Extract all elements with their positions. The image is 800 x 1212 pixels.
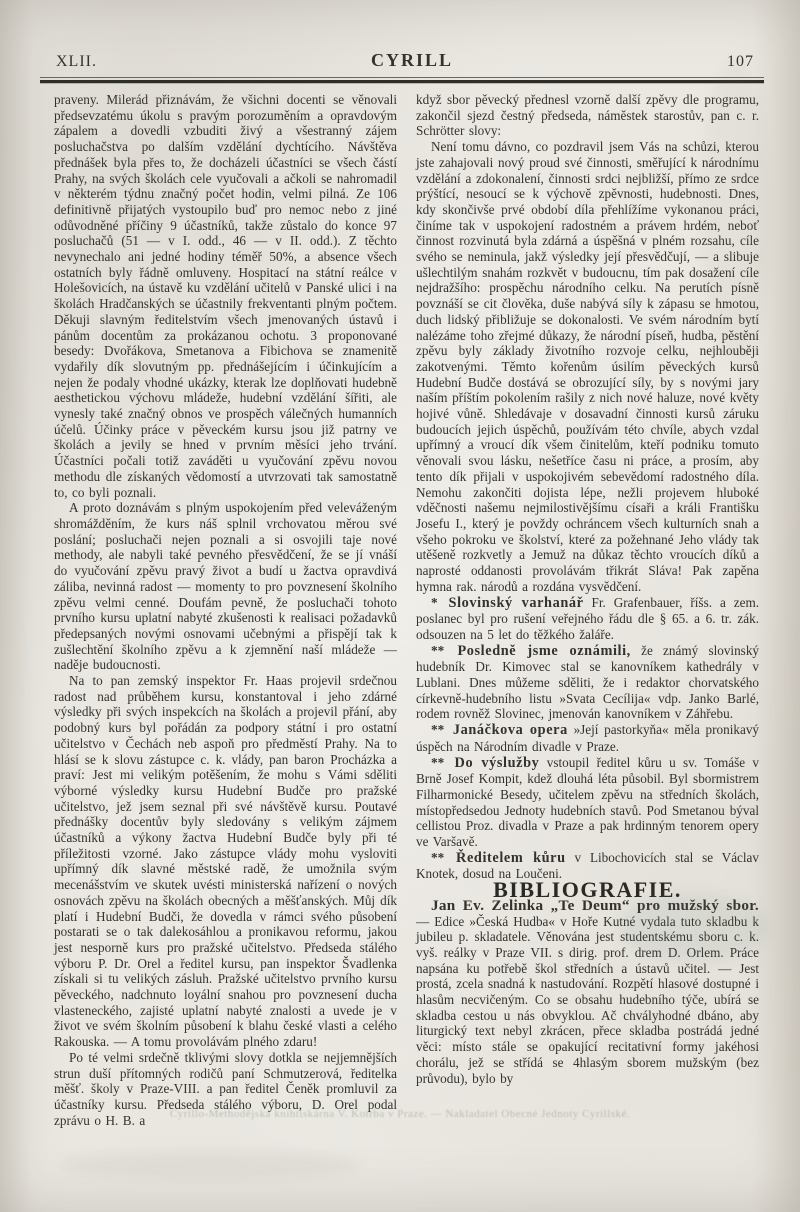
news-item — [416, 755, 759, 850]
bibliography-entry-text: — Edice »Česká Hudba« v Hoře Kutné vydala tuto skladbu k jubileu p. skladatele. Věnována jest studentskému sboru c. k. vyš. reálky v Praze VII. s dirig. prof. drem D. Orlem. Práce napsána ku potřebě škol středních a ústavů učitel. — Jest prostá, zcela snadná k nastudování. Rozpětí hlasové dostupné i hlasům necvičeným. Co se obsahu hudebního týče, ubírá se skladba cestou u nás obvyklou. Ač chvályhodné dbáno, aby liturgický text nebyl zkrácen, přece skladba postrádá jedné věci: místo stále se opakující recitativní formy jakéhosi chorálu, jež se střídá se 4hlasým sborem mužským (bez průvodu), bylo by — [416, 913, 759, 1086]
bibliography-entry-lead: Jan Ev. Zelinka „Te Deum“ pro mužský sbor. — [431, 896, 759, 914]
asterisk-marker: ** — [431, 849, 445, 865]
asterisk-marker: ** — [431, 722, 445, 738]
news-item-lead: Posledně jsme oznámili, — [457, 642, 631, 659]
news-item — [416, 722, 759, 754]
news-item-lead: Do výslužby — [454, 754, 540, 771]
volume-number: XLII. — [56, 53, 97, 70]
paragraph: Není tomu dávno, co pozdravil jsem Vás na schůzi, kterou jste zahajovali nový proud své činnosti, směřující k národnímu vzdělání a zdokonalení, činnosti srdci nejbližší, přímo ze srdce prýštící, nesoucí se k výchově zpěvnosti, hudebnosti. Dnes, kdy skončivše prvé období díla přehlížíme vykonanou práci, činíme tak v uspokojení radostném a právem hrdém, neboť činnost rozvinutá byla zdárná a úspěšná v plném rozsahu, cíle svého se neminula, jakž výsledky její přesvědčují, — a slibuje ušlechtilým snahám rozkvět v budoucnu, tím pak dosažení cíle nejdražšího: prospěchu národního celku. Na perutích písně povznáší se cit člověka, duše nabývá síly k zápasu se hmotou, duch lidský přibližuje se dokonalosti. Ve svém národním bytí nalézáme toho zřejmé důkazy, že národní píseň, hudba, pěstění zpěvu byly základy životního rozvoje celku, nejhlouběji zakotvenými. Těmto kořenům úsilím pěveckých kursů Hudební Budče dostává se obrozující síly, by s novými jary naším příštím pokolením rašily z nich nové haluze, nové květy hojivé vůně. Shledávaje v dosavadní činnosti kursů záruku budoucích jejich úspěchů, používám této chvíle, abych vzdal upřímný a vroucí dík všem činitelům, kteří podniku tomuto věnovali svou lásku, nešetříce času ni práce, a prosím, aby tento dík přijali v uspokojivém sebevědomí radostného díla. Nemohu zakončiti dojista lépe, nežli projevem hluboké vděčnosti našemu nejmilostivějšímu císaři a králi Františku Josefu I., který je povždy ochráncem všech kulturních snah a všeho pokroku ve školství, které za požehnané Jeho vlády tak utěšeně rozkvetly a Jemuž na důkaz těchto vroucích díků a naprosté oddanosti provolávám třikrát Sláva! Pak zapěna hymna rak. národů a rozdána vysvědčení. — [416, 139, 759, 594]
bibliography-entry — [416, 898, 759, 1086]
news-item-lead: Janáčkova opera — [452, 722, 568, 739]
left-column — [54, 92, 397, 1128]
thin-rule — [40, 77, 764, 78]
news-item-text: že známý slovinský hudebník Dr. Kimovec stal se kanovníkem kathedrály v Lublani. Dnes můžeme sděliti, že i redaktor chorvatského církevně-hudebního listu »Svata Cecílija« vdp. Janko Barlé, rodem rovněž Slovinec, jmenován kanovníkem v Záhřebu. — [416, 642, 760, 722]
asterisk-marker: * — [431, 594, 438, 610]
section-heading-bibliografie: BIBLIOGRAFIE. — [493, 877, 682, 903]
news-item-text: »Její pastorkyňa« měla pronikavý úspěch na Národním divadle v Praze. — [416, 722, 760, 754]
news-item-text: v Libochovicích stal se Václav Knotek, dosud na Loučeni. — [416, 849, 760, 882]
asterisk-marker: ** — [431, 642, 445, 658]
paragraph: A proto doznávám s plným uspokojením před veleváženým shromážděním, že kurs náš splnil vrchovatou měrou své poslání; posluchači nejen poznali a si osvojili taje nové methody, ale nabyli také pevného přesvědčení, že se jí vnáší do vyučování zpěvu pravý život a budí u žactva opravdivá záliba, nevinná radost — momenty to pro povznesení školního zpěvu velmi cenné. Doufám pevně, že posluchači tohoto prvního kursu uplatní nabyté zkušenosti k realisaci požadavků předepsaných novými osnovami učebnými a přispějí tak k zušlechtění školního zpěvu a k zjemnění naší mládeže — naděje budoucnosti. — [54, 500, 397, 673]
scan-artifact — [60, 1150, 360, 1180]
news-item-text: vstoupil ředitel kůru u sv. Tomáše v Brně Josef Kompit, kdež dlouhá léta působil. Byl sbormistrem Filharmonické Besedy, učitelem zpěvu na středních školách, místopředsedou Jednoty hudebních stavů. Pod Smetanou býval cellistou Proz. divadla v Praze a pak hrdinným tenorem opery ve Varšavě. — [416, 754, 759, 850]
printer-imprint-bleedthrough: Cyrillo-Methodějská knihtiskárna V. Kotrba v Praze. — Nakladatel Obecné Jednoty Cyrillské. — [169, 1108, 631, 1120]
asterisk-marker: ** — [431, 754, 445, 770]
masthead — [48, 50, 760, 71]
right-column — [416, 92, 759, 1128]
news-item — [416, 643, 759, 723]
page-number: 107 — [727, 53, 754, 70]
text-columns — [54, 92, 760, 1128]
news-item-lead: Ředitelem kůru — [456, 849, 566, 866]
masthead-rules — [40, 77, 764, 83]
journal-title: CYRILL — [370, 50, 453, 70]
paragraph: Na to pan zemský inspektor Fr. Haas projevil srdečnou radost nad průběhem kursu, konstantoval i jeho zdárné výsledky při svých inspekcích na školách a projevil přání, aby podobný kurs byl pořádán za podpory státní i pro ostatní učitelstvo v Čechách neb aspoň pro předměstí Prahy. Na to hlásí se k slovu zástupce c. k. vlády, pan baron Procházka a praví: Jest mi velikým potěšením, že mohu s Vámi sděliti výborné výsledky kursu Hudební Budče pro pražské učitelstvo, jež jsem seznal při své návštěvě kursu. Poutavé přednášky docentův byly sledovány s velikým zájmem účastníků a výkony žactva Hudební Budče byly při té příležitosti vzorné. Jako zástupce vlády mohu vysloviti upřímný dík slavné městské radě, že umožnila svým mecenášstvím ve skutek uvésti ministerská nařízení o nových osnovách zpěvu na školách obecných a měšťanských. Můj dík platí i Hudební Budči, že dovedla v rámci svého působení postarati se o tak dalekosáhlou a pronikavou reformu, jakou jest nesporně kurs pro pražské učitelstvo. Předseda stálého výboru P. Dr. Orel a ředitel kursu, pan inspektor Švadlenka získali si tu velikých zásluh. Pražské učitelstvo prvního kursu pěveckého, nadchnuto loyální snahou pro povznesení ducha vlasteneckého, zajisté uplatní nabyté znalosti a uvede je v život ve svém školním působení k blahu české vlasti a celého Rakouska. — A tomu provolávám plného zdaru! — [54, 673, 397, 1050]
paragraph: Po té velmi srdečně tklivými slovy dotkla se nejjemnějších strun duší přítomných rodičů paní Schmutzerová, ředitelka měšť. školy v Praze-VIII. a pan ředitel Čeněk promluvil za účastníky kursu. Předseda stálého výboru, D. Orel podal zprávu o H. B. a — [54, 1049, 397, 1128]
paragraph: praveny. Milerád přiznávám, že všichni docenti se věnovali předsevzatému úkolu s pravým porozuměním a opravdovým zápalem a dovedli vzbuditi živý a všestranný zájem posluchačstva po dalším vzdělání dychtícího. Návštěva přednášek byla přes to, že docházeli účastníci se všech částí Prahy, na svých školách cele vyučovali a ačkoli se nahromadil v některém týdnu značný počet hodin, velmi pilná. Ze 106 definitivně přijatých vystoupilo buď pro nemoc nebo z jiné odůvodněné příčiny 9 účastníků, takže zůstalo do konce 97 posluchačů (51 — v I. odd., 46 — v II. odd.). Z těchto nevynechalo ani jedné hodiny téměř 50%, a absence všech ostatních byly řádně omluveny. Hospitací na státní reálce v Holešovicích, na ústavě ku vzdělání učitelů v Panské ulici i na školách Hradčanských se účastnily frekventanti plným počtem. Děkuji slavným ředitelstvím všech jmenovaných ústavů i pánům docentům za prokázanou ochotu. 3 proponované besedy: Dvořákova, Smetanova a Fibichova se znamenitě vydařily dík slovutným pp. přednášejícím i účinkujícím a nejen že podaly vhodné ukázky, kterak lze doplňovati hudebně aesthetickou výchovu mládeže, hudební vzdělání šířiti, ale vynesly také značný obnos ve prospěch válečných humanních účelů. Účinky práce v pěveckém kursu jsou již patrny ve školách a jevily se hned v prvním měsíci jeho trvání. Účastníci počali totiž zaváděti u vyučování zpěvu novou methodu dle získaných vědomostí a utvrzovati tak samostatně to, co byli poznali. — [54, 92, 397, 500]
news-item — [416, 595, 759, 643]
news-item-text: Fr. Grafenbauer, říšs. a zem. poslanec byl pro rušení veřejného řádu dle § 65. a 6. tr. zák. odsouzen na 5 let do těžkého žaláře. — [416, 594, 759, 642]
paragraph: když sbor pěvecký přednesl vzorně další zpěvy dle programu, zakončil sjezd čestný předseda, náměstek starostův, pan c. r. Schrötter slovy: — [416, 92, 759, 139]
news-item-lead: Slovinský varhanář — [448, 594, 584, 611]
thick-rule — [40, 80, 764, 83]
